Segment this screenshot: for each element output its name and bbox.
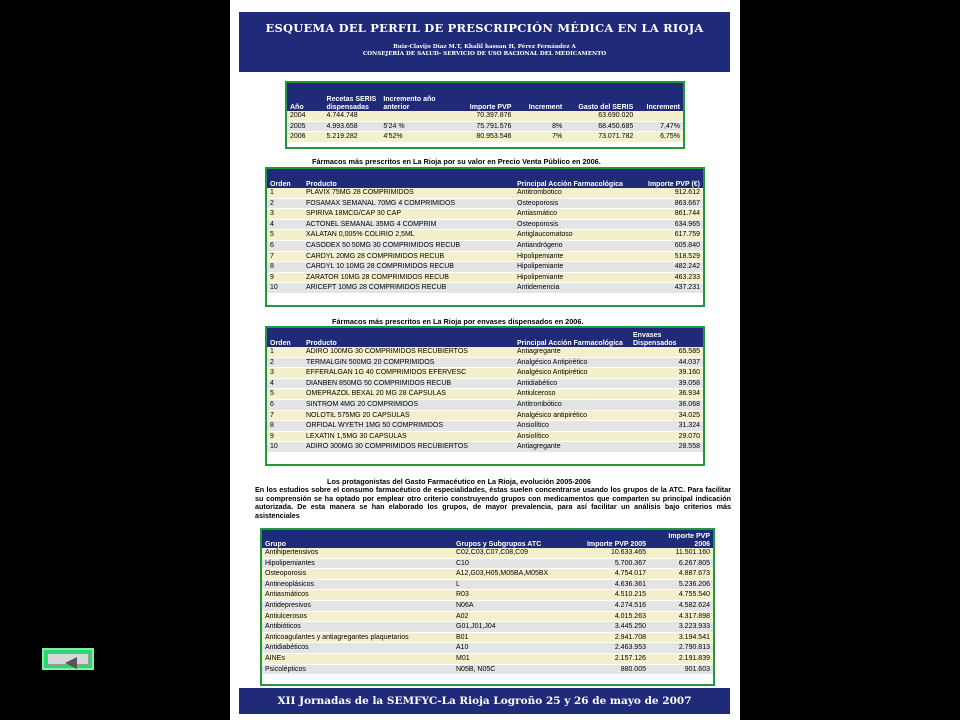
group-row <box>262 600 713 611</box>
table-cell: G01,J01,J04 <box>453 622 579 633</box>
table-cell: 7 <box>267 251 303 262</box>
table-cell: 10.633.465 <box>579 548 649 558</box>
col-header-orden: Orden <box>267 169 303 188</box>
table-cell: Antiagregante <box>514 442 630 453</box>
table-cell: EFFERALGAN 1G 40 COMPRIMIDOS EFERVESC <box>303 368 514 379</box>
table-cell: 7% <box>514 132 565 143</box>
poster-title: ESQUEMA DEL PERFIL DE PRESCRIPCIÓN MÉDICA EN LA RIOJA <box>265 21 704 35</box>
table-cell: 4.754.017 <box>579 569 649 580</box>
table-cell: N06A <box>453 600 579 611</box>
table-cell: 6 <box>267 399 303 410</box>
table-cell: A12,G03,H05,M05BA,M05BX <box>453 569 579 580</box>
summary-row <box>287 121 683 132</box>
col-header-pvp-2005: Importe PVP 2005 <box>579 530 649 548</box>
group-row <box>262 632 713 643</box>
col-header-producto: Producto <box>303 328 514 347</box>
value-row <box>267 198 703 209</box>
table-cell: 10 <box>267 283 303 294</box>
table-cell: N05B, N05C <box>453 664 579 675</box>
table-cell: 2.790.813 <box>649 643 713 654</box>
value-row <box>267 240 703 251</box>
pack-row <box>267 399 703 410</box>
table-cell: Antidemencia <box>514 283 630 294</box>
table-cell: LEXATIN 1,5MG 30 CAPSULAS <box>303 431 514 442</box>
value-row <box>267 209 703 220</box>
table-cell: Ansiolítico <box>514 421 630 432</box>
table-cell: 5.219.282 <box>324 132 381 143</box>
table-cell: 3.194.541 <box>649 632 713 643</box>
table-cell: 9 <box>267 272 303 283</box>
table-cell: 2 <box>267 357 303 368</box>
col-header-grupo: Grupo <box>262 530 453 548</box>
table-cell: 75.791.576 <box>443 121 514 132</box>
summary-row <box>287 132 683 143</box>
groups-table <box>262 530 713 675</box>
summary-table-box <box>285 81 685 149</box>
table-cell: Antiasmáticos <box>262 590 453 601</box>
pack-row <box>267 389 703 400</box>
table-cell: 39.160 <box>630 368 703 379</box>
table-cell: 901.603 <box>649 664 713 675</box>
table-cell: 861.744 <box>630 209 703 220</box>
col-header-importe: Importe PVP <box>443 83 514 111</box>
table-cell: 2005 <box>287 121 324 132</box>
pack-table-box <box>265 326 705 466</box>
table-cell: 2004 <box>287 111 324 121</box>
value-table-title: Fármacos más prescritos en La Rioja por su valor en Precio Venta Público en 2006. <box>312 157 601 166</box>
table-cell: Analgésico Antipirético <box>514 357 630 368</box>
table-cell: 617.759 <box>630 230 703 241</box>
table-cell: 36.068 <box>630 399 703 410</box>
table-cell: 5 <box>267 389 303 400</box>
table-cell: Antineoplásicos <box>262 579 453 590</box>
table-cell: Antiasmático <box>514 209 630 220</box>
table-cell: ADIRO 300MG 30 COMPRIMIDOS RECUBIERTOS <box>303 442 514 453</box>
group-row <box>262 548 713 558</box>
table-cell: 8 <box>267 421 303 432</box>
col-header-increment-prev: Incremento año anterior <box>380 83 443 111</box>
col-header-increment-2: Increment <box>636 83 683 111</box>
table-cell: Osteoporosis <box>514 198 630 209</box>
col-header-accion: Principal Acción Farmacológica <box>514 169 630 188</box>
previous-slide-button[interactable] <box>42 648 94 670</box>
table-cell: SINTROM 4MG 20 COMPRIMIDOS <box>303 399 514 410</box>
col-header-gasto: Gasto del SERIS <box>565 83 636 111</box>
col-header-orden: Orden <box>267 328 303 347</box>
value-row <box>267 272 703 283</box>
table-cell: M01 <box>453 653 579 664</box>
value-row <box>267 219 703 230</box>
table-cell: 482.242 <box>630 262 703 273</box>
table-cell: 437.231 <box>630 283 703 294</box>
summary-table <box>287 83 683 143</box>
col-header-atc: Grupos y Subgrupos ATC <box>453 530 579 548</box>
table-cell: CASODEX 50 50MG 30 COMPRIMIDOS RECUB <box>303 240 514 251</box>
poster-authors: Ruiz-Clavijo Díaz M.T, Khalil hassan H, Pérez Fernández A <box>393 44 576 50</box>
summary-body <box>287 111 683 142</box>
table-cell: 4.582.624 <box>649 600 713 611</box>
table-cell: 4.993.658 <box>324 121 381 132</box>
table-cell: ACTONEL SEMANAL 35MG 4 COMPRIM <box>303 219 514 230</box>
table-cell: 39.058 <box>630 378 703 389</box>
col-header-increment: Increment <box>514 83 565 111</box>
table-cell: Antihipertensivos <box>262 548 453 558</box>
protagonists-title: Los protagonistas del Gasto Farmacéutico en La Rioja, evolución 2005-2006 <box>327 477 591 486</box>
col-header-envases: Envases Dispensados <box>630 328 703 347</box>
table-cell: 70.397.876 <box>443 111 514 121</box>
table-cell: 2006 <box>287 132 324 143</box>
pack-table <box>267 328 703 453</box>
table-cell: 4.887.673 <box>649 569 713 580</box>
summary-header-row <box>287 83 683 111</box>
table-cell: 7 <box>267 410 303 421</box>
group-row <box>262 653 713 664</box>
table-cell: Hipolipemiante <box>514 272 630 283</box>
pack-body <box>267 347 703 452</box>
table-cell: 3.445.250 <box>579 622 649 633</box>
table-cell: 5'24 % <box>380 121 443 132</box>
table-cell: Anticoagulantes y antiagregantes plaquetarios <box>262 632 453 643</box>
table-cell: 2.157.126 <box>579 653 649 664</box>
pack-row <box>267 378 703 389</box>
table-cell: Antitrombótico <box>514 188 630 198</box>
table-cell: 8 <box>267 262 303 273</box>
table-cell: Analgésico antipirético <box>514 410 630 421</box>
group-row <box>262 569 713 580</box>
value-row <box>267 251 703 262</box>
table-cell: TERMALGIN 500MG 20 COMPRIMIDOS <box>303 357 514 368</box>
value-row <box>267 230 703 241</box>
pack-table-title: Fármacos más prescritos en La Rioja por envases dispensados en 2006. <box>332 317 584 326</box>
table-cell: 463.233 <box>630 272 703 283</box>
table-cell: 8% <box>514 121 565 132</box>
table-cell: A10 <box>453 643 579 654</box>
group-row <box>262 643 713 654</box>
table-cell: 28.558 <box>630 442 703 453</box>
table-cell: 5.700.367 <box>579 558 649 569</box>
table-cell: 4'52% <box>380 132 443 143</box>
col-header-recetas: Recetas SERIS dispensadas <box>324 83 381 111</box>
table-cell: Antidiabético <box>514 378 630 389</box>
poster-organization: CONSEJERÍA DE SALUD- SERVICIO DE USO RACIONAL DEL MEDICAMENTO <box>362 51 607 57</box>
table-cell: SPIRIVA 18MCG/CAP 30 CAP <box>303 209 514 220</box>
table-cell: Antiagregante <box>514 347 630 357</box>
table-cell: 4.755.540 <box>649 590 713 601</box>
table-cell: 6.267.805 <box>649 558 713 569</box>
table-cell: Hipolipemiante <box>514 262 630 273</box>
table-cell: 518.529 <box>630 251 703 262</box>
value-row <box>267 283 703 294</box>
table-cell: 29.070 <box>630 431 703 442</box>
table-cell: 880.005 <box>579 664 649 675</box>
table-cell: 6 <box>267 240 303 251</box>
table-cell: ORFIDAL WYETH 1MG 50 COMPRIMIDOS <box>303 421 514 432</box>
table-cell: PLAVIX 75MG 28 COMPRIMIDOS <box>303 188 514 198</box>
value-row <box>267 262 703 273</box>
table-cell: L <box>453 579 579 590</box>
table-cell: 2.191.839 <box>649 653 713 664</box>
groups-body <box>262 548 713 675</box>
col-header-producto: Producto <box>303 169 514 188</box>
col-header-importe-pvp: Importe PVP (€) <box>630 169 703 188</box>
value-table <box>267 169 703 294</box>
table-cell: ARICEPT 10MG 28 COMPRIMIDOS RECUB <box>303 283 514 294</box>
groups-header-row <box>262 530 713 548</box>
table-cell: 4.636.361 <box>579 579 649 590</box>
table-cell: Psicolépticos <box>262 664 453 675</box>
table-cell: DIANBEN 850MG 50 COMPRIMIDOS RECUB <box>303 378 514 389</box>
table-cell: CARDYL 20MG 28 COMPRIMIDOS RECUB <box>303 251 514 262</box>
table-cell: Antidepresivos <box>262 600 453 611</box>
pack-row <box>267 431 703 442</box>
table-cell: 2.941.708 <box>579 632 649 643</box>
table-cell: NOLOTIL 575MG 20 CAPSULAS <box>303 410 514 421</box>
group-row <box>262 579 713 590</box>
table-cell: AINEs <box>262 653 453 664</box>
table-cell: XALATAN 0,005% COLIRIO 2,5ML <box>303 230 514 241</box>
table-cell: Antiandrógeno <box>514 240 630 251</box>
table-cell: 3.223.933 <box>649 622 713 633</box>
table-cell <box>514 111 565 121</box>
pack-row <box>267 421 703 432</box>
footer-banner: XII Jornadas de la SEMFYC-La Rioja Logroño 25 y 26 de mayo de 2007 <box>239 688 730 714</box>
value-body <box>267 188 703 293</box>
table-cell: 6,75% <box>636 132 683 143</box>
col-header-pvp-2006: Importe PVP 2006 <box>649 530 713 548</box>
pack-row <box>267 368 703 379</box>
table-cell: 634.965 <box>630 219 703 230</box>
pack-row <box>267 442 703 453</box>
table-cell: FOSAMAX SEMANAL 70MG 4 COMPRIMIDOS <box>303 198 514 209</box>
table-cell: 2 <box>267 198 303 209</box>
value-header-row <box>267 169 703 188</box>
value-table-box <box>265 167 705 307</box>
table-cell: C10 <box>453 558 579 569</box>
table-cell: 863.667 <box>630 198 703 209</box>
table-cell: 1 <box>267 347 303 357</box>
table-cell: Antiulceroso <box>514 389 630 400</box>
protagonists-paragraph: En los estudios sobre el consumo farmacéutico de especialidades, éstas suelen concentrarse usando los grupos de la ATC. Para facilitar su comprensión se ha optado por emplear otro criterio construyendo grupos con medicamentos que comparten su principal indicación autorizada. De esta manera se han elaborado los grupos, de mayor prevalencia, para así facilitar un análisis bajo criterios más asistenciales <box>255 485 731 520</box>
col-header-year: Año <box>287 83 324 111</box>
table-cell: 5.236.206 <box>649 579 713 590</box>
group-row <box>262 590 713 601</box>
table-cell: ADIRO 100MG 30 COMPRIMIDOS RECUBIERTOS <box>303 347 514 357</box>
pack-row <box>267 410 703 421</box>
table-cell: Antidiabéticos <box>262 643 453 654</box>
table-cell: ZARATOR 10MG 28 COMPRIMIDOS RECUB <box>303 272 514 283</box>
group-row <box>262 664 713 675</box>
table-cell: 1 <box>267 188 303 198</box>
table-cell: Analgésico Antipirético <box>514 368 630 379</box>
table-cell: 63.690.020 <box>565 111 636 121</box>
table-cell: Osteoporosis <box>514 219 630 230</box>
table-cell: Antitrombótico <box>514 399 630 410</box>
table-cell: A02 <box>453 611 579 622</box>
table-cell: 4.510.215 <box>579 590 649 601</box>
table-cell: Hipolipemiante <box>514 251 630 262</box>
summary-row <box>287 111 683 121</box>
table-cell: 4.015.263 <box>579 611 649 622</box>
table-cell: 44.037 <box>630 357 703 368</box>
triangle-left-icon <box>65 657 77 669</box>
group-row <box>262 622 713 633</box>
table-cell <box>636 111 683 121</box>
table-cell: 9 <box>267 431 303 442</box>
pack-header-row <box>267 328 703 347</box>
table-cell <box>380 111 443 121</box>
group-row <box>262 558 713 569</box>
table-cell: 73.071.782 <box>565 132 636 143</box>
table-cell: 4.274.516 <box>579 600 649 611</box>
table-cell: R03 <box>453 590 579 601</box>
table-cell: Antiulcerosos <box>262 611 453 622</box>
groups-table-box <box>260 528 715 686</box>
table-cell: 4 <box>267 219 303 230</box>
table-cell: Hipolipemiantes <box>262 558 453 569</box>
table-cell: 912.612 <box>630 188 703 198</box>
poster-page <box>230 0 740 720</box>
value-row <box>267 188 703 198</box>
previous-slide-button-face[interactable] <box>47 653 89 665</box>
table-cell: 2.463.953 <box>579 643 649 654</box>
table-cell: OMEPRAZOL BEXAL 20 MG 28 CAPSULAS <box>303 389 514 400</box>
pack-row <box>267 357 703 368</box>
table-cell: 34.025 <box>630 410 703 421</box>
table-cell: 3 <box>267 209 303 220</box>
header-banner <box>239 12 730 72</box>
table-cell: Antibióticos <box>262 622 453 633</box>
col-header-accion: Principal Acción Farmacológica <box>514 328 630 347</box>
table-cell: C02,C03,C07,C08,C09 <box>453 548 579 558</box>
table-cell: 7,47% <box>636 121 683 132</box>
table-cell: 65.585 <box>630 347 703 357</box>
table-cell: 36.934 <box>630 389 703 400</box>
table-cell: 4.744.748 <box>324 111 381 121</box>
table-cell: Osteoporosis <box>262 569 453 580</box>
table-cell: 10 <box>267 442 303 453</box>
table-cell: B01 <box>453 632 579 643</box>
table-cell: 3 <box>267 368 303 379</box>
table-cell: CARDYL 10 10MG 28 COMPRIMIDOS RECUB <box>303 262 514 273</box>
table-cell: 5 <box>267 230 303 241</box>
table-cell: 80.953.546 <box>443 132 514 143</box>
table-cell: 605.840 <box>630 240 703 251</box>
table-cell: 4 <box>267 378 303 389</box>
table-cell: 11.501.160 <box>649 548 713 558</box>
group-row <box>262 611 713 622</box>
table-cell: 4.317.898 <box>649 611 713 622</box>
table-cell: 68.450.685 <box>565 121 636 132</box>
table-cell: 31.324 <box>630 421 703 432</box>
table-cell: Ansiolítico <box>514 431 630 442</box>
pack-row <box>267 347 703 357</box>
table-cell: Antiglaucomatoso <box>514 230 630 241</box>
